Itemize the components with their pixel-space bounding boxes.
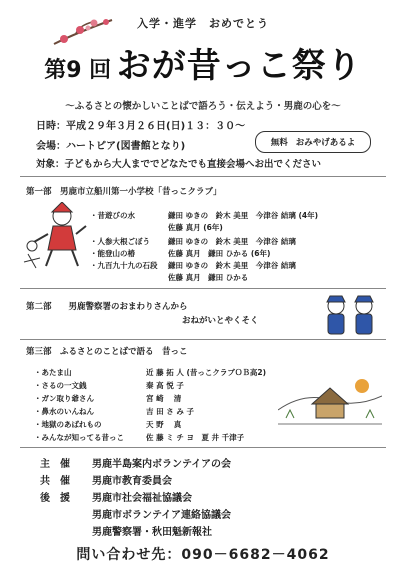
list-item-performers: 鎌田 ゆきの 鈴木 美里 今津谷 結璃	[168, 237, 296, 246]
host-name: 男鹿市教育委員会	[92, 476, 172, 487]
kids-playing-icon	[22, 202, 90, 272]
list-item-title: ・鼻水のいんねん	[34, 407, 94, 416]
title-prefix: 第9 回	[44, 58, 112, 83]
list-item-title: ・人参大根ごぼう	[90, 237, 150, 246]
list-item-title: ・ガン取り爺さん	[34, 394, 94, 403]
list-item-title: ・みんなが知ってる昔っこ	[34, 433, 124, 442]
title-main: おが昔っこ祭り	[116, 46, 362, 86]
info-target: 対象：子どもから大人まででどなたでも直接会場へお出でください	[36, 159, 322, 170]
farmhouse-landscape-icon	[278, 370, 382, 430]
divider	[20, 339, 386, 340]
divider	[20, 447, 386, 448]
part3-heading: 第三部 ふるさとのことばで語る 昔っこ	[26, 347, 188, 357]
subtitle: 入学・進学 おめでとう	[137, 17, 269, 30]
list-item-title: ・九百九十九の石段	[90, 261, 158, 270]
list-item-performers: 佐藤 真月 鎌田 ひかる (6年)	[168, 249, 271, 258]
tagline: ～ふるさとの懐かしいことばで語ろう・伝えよう・男鹿の心を～	[65, 101, 341, 112]
host-name: 男鹿市ボランテイア連絡協議会	[92, 510, 231, 521]
divider	[20, 288, 386, 289]
host-role: 共 催	[40, 476, 70, 487]
part1-heading: 第一部 男鹿市立船川第一小学校「昔っこクラブ」	[26, 187, 222, 197]
list-item-performers: 鎌田 ゆきの 鈴木 美里 今津谷 結璃 (4年)	[168, 211, 319, 220]
host-role: 後 援	[40, 493, 70, 504]
list-item-performers: 宮 崎 清	[146, 394, 182, 403]
police-officers-icon	[318, 292, 384, 338]
list-item-performers: 佐 藤 ミ チ ヨ 夏 井 千津子	[146, 433, 245, 442]
part2-line2: おねがいとやくそく	[182, 316, 259, 326]
list-item-performers: 佐藤 真月 鎌田 ひかる	[168, 273, 249, 282]
list-item-title: ・あたま山	[34, 368, 72, 377]
host-name: 男鹿警察署・秋田魁新報社	[92, 527, 212, 538]
list-item-performers: 近 藤 拓 人 (昔っこクラブＯＢ高2)	[146, 368, 267, 377]
info-datetime: 日時：平成２９年３月２６日(日)１３：３０～	[36, 121, 246, 132]
list-item-title: ・さるの一文銭	[34, 381, 87, 390]
ticket-badge	[255, 131, 371, 153]
list-item-performers: 吉 田 さ み 子	[146, 407, 194, 416]
divider	[20, 176, 386, 177]
host-role: 主 催	[40, 459, 70, 470]
ticket-free: 無料	[270, 138, 288, 148]
info-venue: 会場：ハートピア(図書館となり)	[36, 141, 186, 152]
ticket-gift: おみやげあるよ	[295, 138, 356, 148]
contact-info: 問い合わせ先：090－6682－4062	[76, 547, 330, 563]
list-item-title: ・地獄のあばれもの	[34, 420, 102, 429]
list-item-performers: 佐藤 真月 (6年)	[168, 223, 223, 232]
host-name: 男鹿市社会福祉協議会	[92, 493, 192, 504]
part2-heading: 第二部 男鹿警察署のおまわりさんから	[26, 302, 188, 312]
host-name: 男鹿半島案内ボランテイアの会	[92, 459, 231, 470]
list-item-title: ・昔遊びの水	[90, 211, 135, 220]
list-item-title: ・能登山の椿	[90, 249, 135, 258]
page-title	[0, 38, 406, 87]
list-item-performers: 秦 高 悦 子	[146, 381, 184, 390]
list-item-performers: 鎌田 ゆきの 鈴木 美里 今津谷 結璃	[168, 261, 296, 270]
list-item-performers: 天 野 真	[146, 420, 182, 429]
